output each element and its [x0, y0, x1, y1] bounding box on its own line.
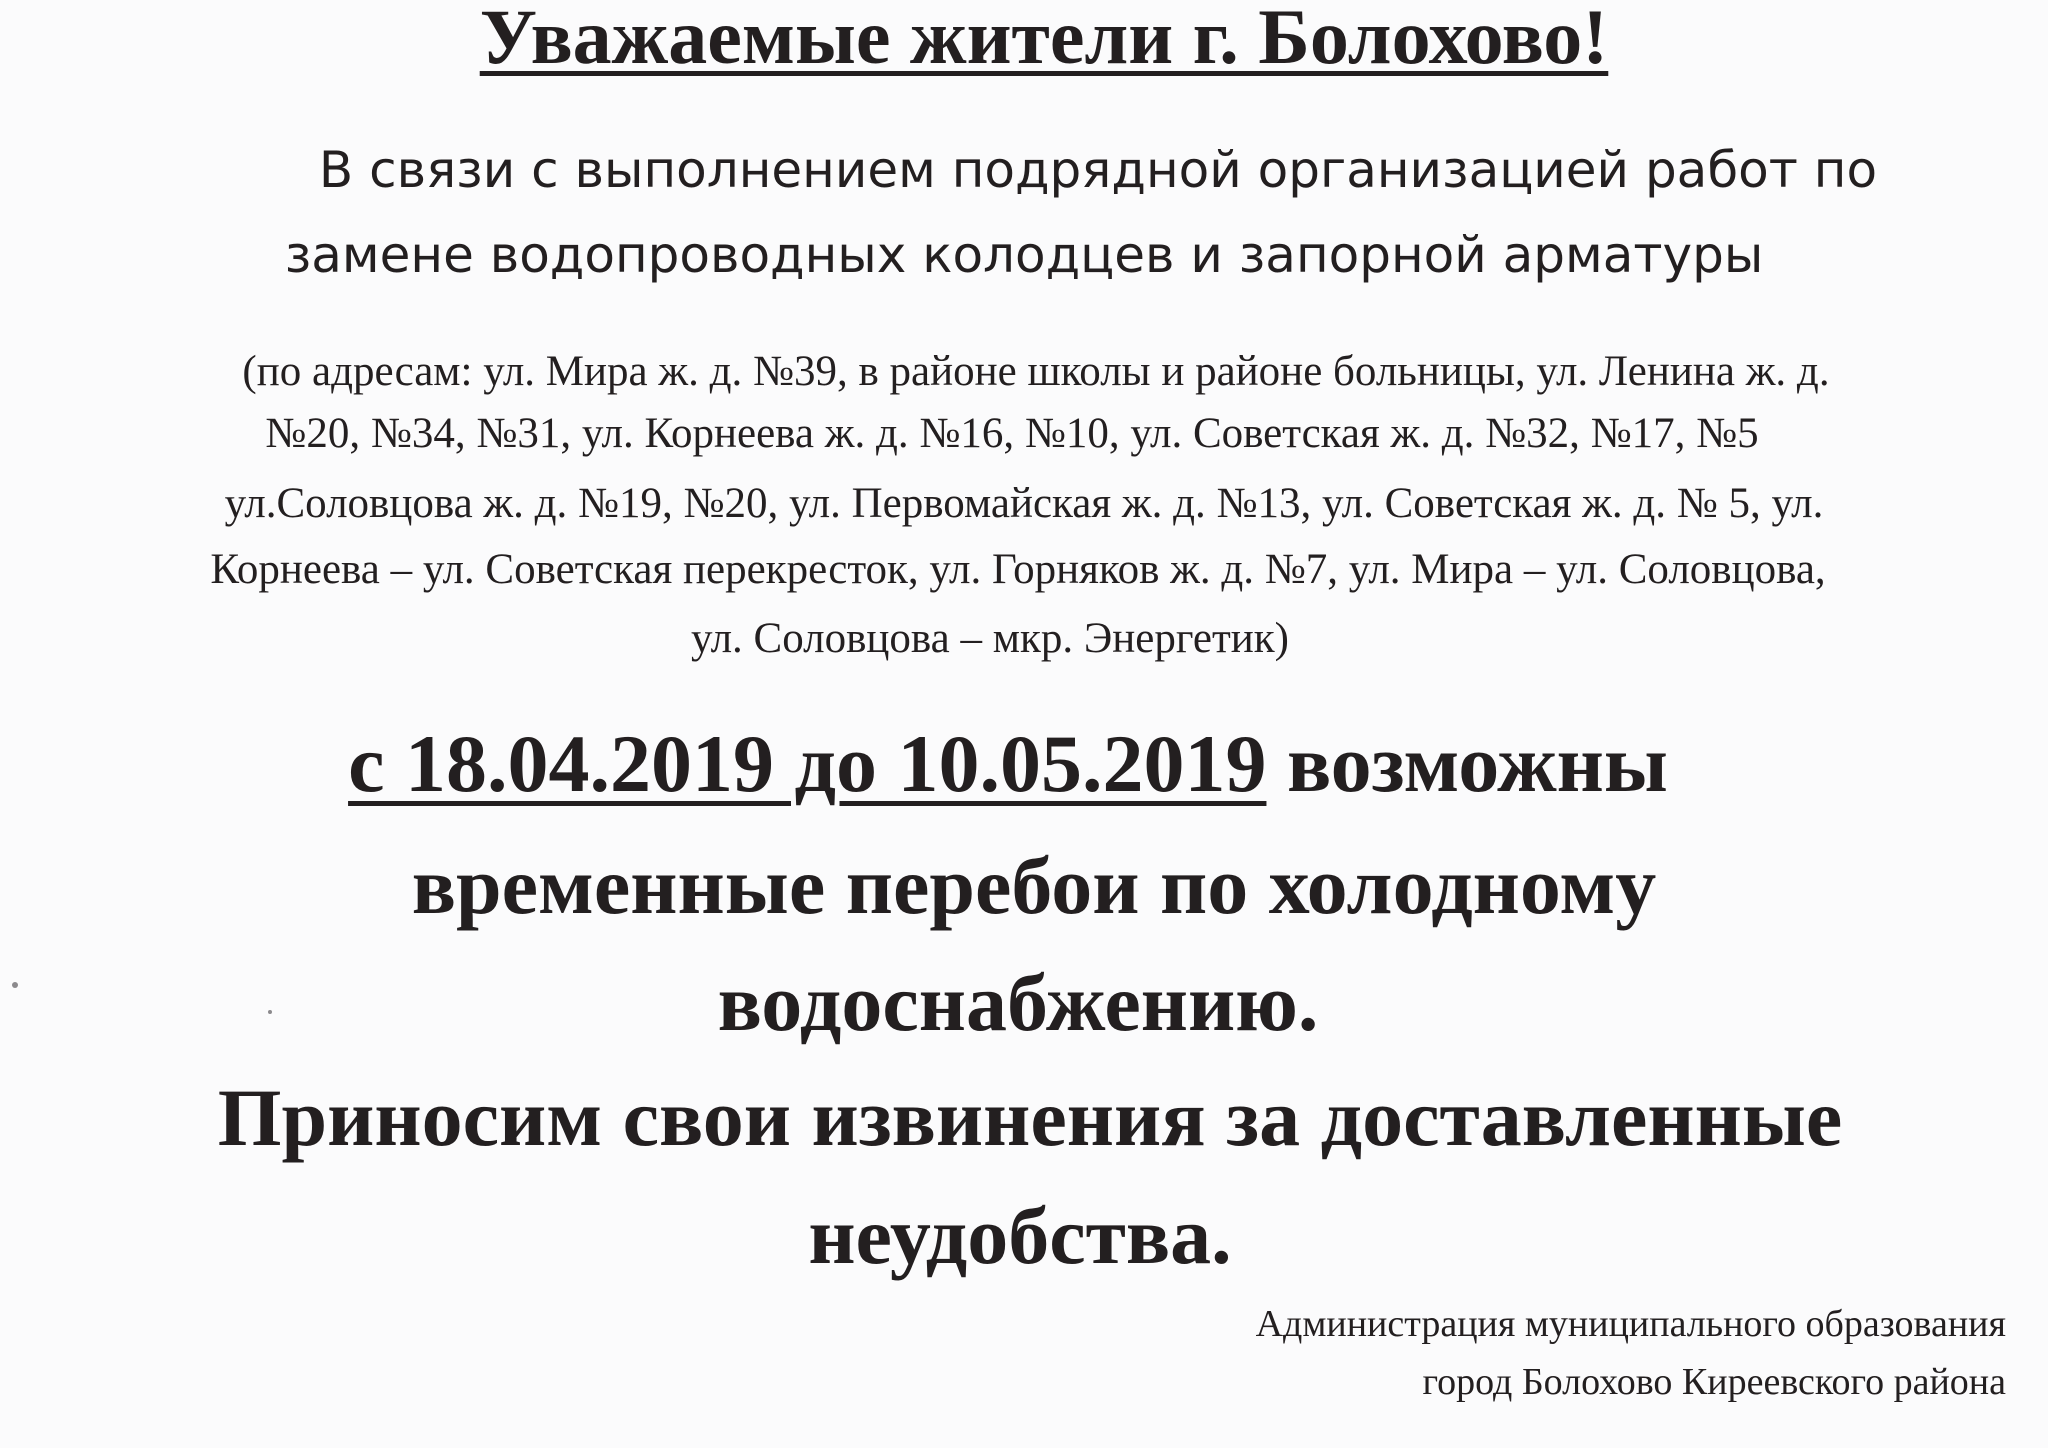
message-line-2: водоснабжению.	[717, 957, 1319, 1048]
signature-line-2: город Болохово Киреевского района	[1422, 1361, 2006, 1403]
signature-line-1: Администрация муниципального образования	[1255, 1303, 2006, 1345]
address-line-4: Корнеева – ул. Советская перекресток, ул. Горняков ж. д. №7, ул. Мира – ул. Соловцова,	[210, 546, 1826, 593]
notice-title	[20, 0, 2048, 82]
apology-line-2: неудобства.	[808, 1190, 1232, 1281]
period-rest: возможны	[1266, 718, 1668, 809]
scan-speck	[12, 982, 18, 988]
intro-line-1: В связи с выполнением подрядной организацией работ по	[318, 141, 1878, 199]
period-line	[0, 716, 2032, 812]
address-line-3: ул.Соловцова ж. д. №19, №20, ул. Первомайская ж. д. №13, ул. Советская ж. д. № 5, ул.	[224, 480, 1824, 527]
intro-line-2: замене водопроводных колодцев и запорной арматуры	[284, 226, 1764, 284]
period-dates: с 18.04.2019 до 10.05.2019	[348, 718, 1267, 809]
address-line-2: №20, №34, №31, ул. Корнеева ж. д. №16, №10, ул. Советская ж. д. №32, №17, №5	[265, 410, 1759, 457]
message-line-1: временные перебои по холодному	[411, 840, 1657, 931]
address-line-1: (по адресам: ул. Мира ж. д. №39, в районе школы и районе больницы, ул. Ленина ж. д.	[242, 348, 1830, 395]
address-line-5: ул. Соловцова – мкр. Энергетик)	[690, 615, 1290, 662]
scan-speck	[268, 1010, 272, 1014]
apology-line-1: Приносим свои извинения за доставленные	[217, 1072, 1843, 1163]
notice-title-text: Уважаемые жители г. Болохово!	[479, 0, 1609, 80]
